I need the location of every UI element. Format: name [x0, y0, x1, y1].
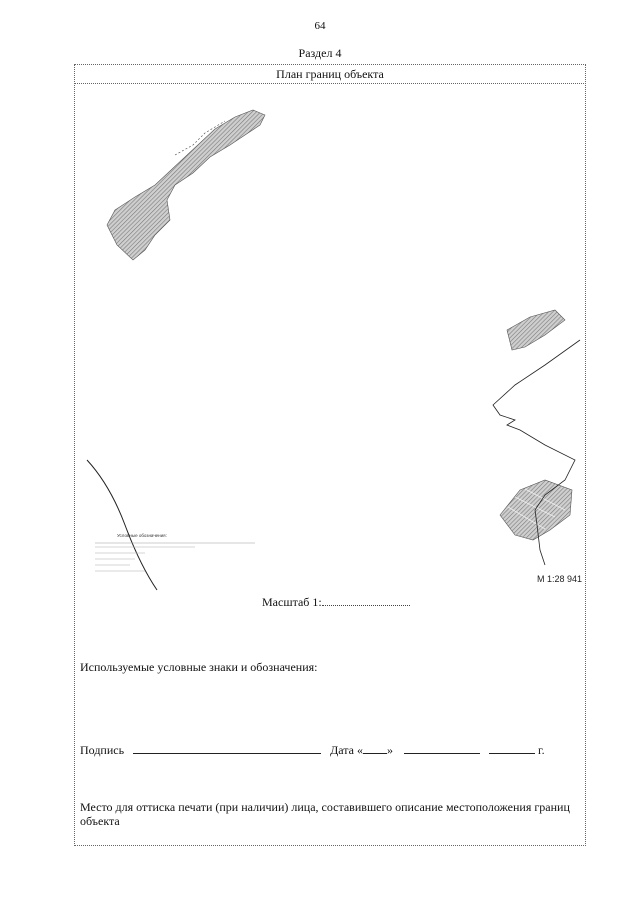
boundary-map	[75, 85, 585, 605]
svg-text:Условные обозначения:: Условные обозначения:	[117, 533, 167, 538]
date-day-blank	[363, 742, 387, 754]
year-suffix: г.	[538, 743, 545, 757]
date-year-blank	[489, 742, 535, 754]
date-month-blank	[404, 742, 480, 754]
scale-blank	[322, 594, 410, 606]
parcel-cluster-north	[107, 110, 265, 260]
section-title: Раздел 4	[298, 46, 342, 60]
stamp-placeholder-text: Место для оттиска печати (при наличии) лица, составившего описание местоположения границ объекта	[80, 800, 570, 828]
date-label: Дата «	[330, 743, 363, 757]
scale-line	[262, 594, 410, 610]
legend-label: Используемые условные знаки и обозначения:	[80, 660, 318, 674]
signature-row	[80, 742, 545, 758]
signature-label: Подпись	[80, 743, 125, 757]
plan-header: План границ объекта	[74, 64, 586, 84]
river-curve	[87, 460, 157, 590]
date-close: »	[387, 743, 393, 757]
signature-blank	[133, 742, 321, 754]
page-number: 64	[314, 20, 326, 32]
map-scale-stamp: М 1:28 941	[537, 574, 583, 584]
scale-label: Масштаб 1:	[262, 595, 322, 609]
map-legend	[95, 533, 255, 571]
parcel-cluster-east	[500, 310, 572, 540]
